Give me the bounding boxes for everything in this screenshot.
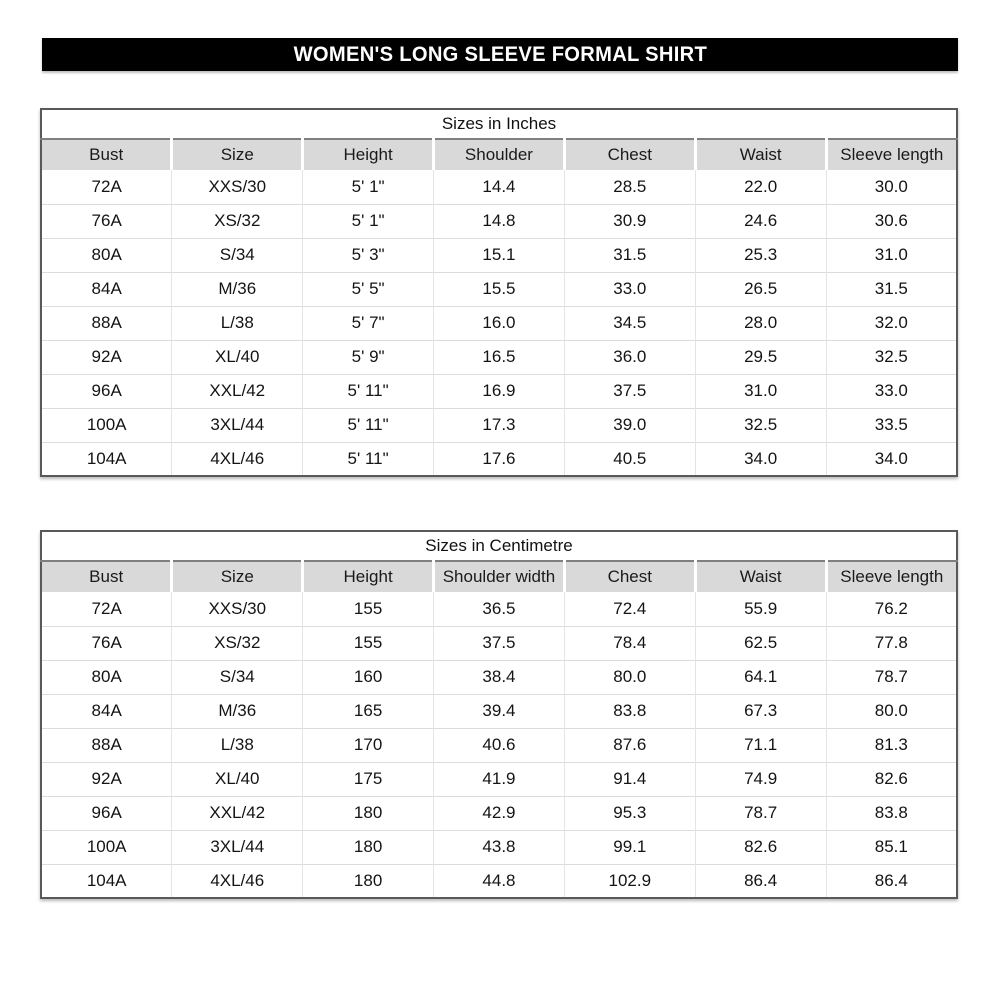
table-cell: 15.1 — [434, 238, 565, 272]
table-cell: M/36 — [172, 272, 303, 306]
table-cell: 31.5 — [826, 272, 957, 306]
table-cell: 5' 11" — [303, 374, 434, 408]
table-row — [41, 374, 957, 408]
table-cell: 64.1 — [695, 660, 826, 694]
table-row — [41, 762, 957, 796]
column-header: Height — [303, 561, 434, 592]
table-cell: 30.6 — [826, 204, 957, 238]
table-cell: 87.6 — [564, 728, 695, 762]
table-cell: M/36 — [172, 694, 303, 728]
table-cell: 76A — [41, 204, 172, 238]
table-row — [41, 340, 957, 374]
table-row — [41, 830, 957, 864]
table-cell: 30.9 — [564, 204, 695, 238]
table-cell: 92A — [41, 340, 172, 374]
product-title-bar — [42, 38, 958, 71]
table-cell: 160 — [303, 660, 434, 694]
table-cell: 80.0 — [826, 694, 957, 728]
table-cell: 42.9 — [434, 796, 565, 830]
column-header: Sleeve length — [826, 561, 957, 592]
table-cell: S/34 — [172, 238, 303, 272]
table-cell: 175 — [303, 762, 434, 796]
table-cell: 16.9 — [434, 374, 565, 408]
table-cell: 4XL/46 — [172, 864, 303, 898]
table-cell: 14.4 — [434, 170, 565, 204]
table-row — [41, 204, 957, 238]
table-cell: 74.9 — [695, 762, 826, 796]
table-cell: 5' 11" — [303, 408, 434, 442]
table-body — [41, 592, 957, 898]
table-cell: 155 — [303, 626, 434, 660]
table-cell: 30.0 — [826, 170, 957, 204]
table-row — [41, 238, 957, 272]
table-row — [41, 694, 957, 728]
table-cell: 102.9 — [564, 864, 695, 898]
table-cell: 5' 9" — [303, 340, 434, 374]
table-cell: 5' 11" — [303, 442, 434, 476]
table-cell: 99.1 — [564, 830, 695, 864]
table-cell: 37.5 — [564, 374, 695, 408]
table-row — [41, 170, 957, 204]
table-cell: 100A — [41, 408, 172, 442]
table-cell: 170 — [303, 728, 434, 762]
table-cell: 32.5 — [826, 340, 957, 374]
table-cell: XXS/30 — [172, 592, 303, 626]
table-cell: 91.4 — [564, 762, 695, 796]
table-cell: 38.4 — [434, 660, 565, 694]
table-cell: 4XL/46 — [172, 442, 303, 476]
table-cell: 39.4 — [434, 694, 565, 728]
table-cell: 32.0 — [826, 306, 957, 340]
table-cell: 83.8 — [564, 694, 695, 728]
table-cell: 5' 1" — [303, 204, 434, 238]
table-cell: L/38 — [172, 306, 303, 340]
table-body — [41, 170, 957, 476]
table-cell: S/34 — [172, 660, 303, 694]
table-cell: 26.5 — [695, 272, 826, 306]
table-cell: 78.7 — [695, 796, 826, 830]
table-cell: XS/32 — [172, 204, 303, 238]
table-cell: 81.3 — [826, 728, 957, 762]
table-cell: 31.0 — [826, 238, 957, 272]
table-cell: 5' 3" — [303, 238, 434, 272]
table-cell: 88A — [41, 306, 172, 340]
table-cell: 96A — [41, 796, 172, 830]
table-cell: 44.8 — [434, 864, 565, 898]
table-cell: 104A — [41, 864, 172, 898]
column-header: Chest — [564, 139, 695, 170]
column-header: Size — [172, 139, 303, 170]
table-cell: 5' 1" — [303, 170, 434, 204]
column-header: Waist — [695, 139, 826, 170]
column-header: Chest — [564, 561, 695, 592]
column-header-row — [41, 139, 957, 170]
column-header-row — [41, 561, 957, 592]
sizes-in-centimetre-section — [40, 530, 958, 899]
table-row — [41, 660, 957, 694]
table-cell: 82.6 — [695, 830, 826, 864]
table-cell: 72.4 — [564, 592, 695, 626]
table-cell: 5' 5" — [303, 272, 434, 306]
table-cell: 39.0 — [564, 408, 695, 442]
table-cell: 76A — [41, 626, 172, 660]
table-cell: 40.6 — [434, 728, 565, 762]
table-row — [41, 306, 957, 340]
table-cell: 104A — [41, 442, 172, 476]
table-cell: XL/40 — [172, 340, 303, 374]
table-cell: 29.5 — [695, 340, 826, 374]
table-cell: 32.5 — [695, 408, 826, 442]
table-cell: 36.5 — [434, 592, 565, 626]
table-cell: 84A — [41, 694, 172, 728]
column-header: Shoulder — [434, 139, 565, 170]
table-cell: XXS/30 — [172, 170, 303, 204]
table-cell: 180 — [303, 796, 434, 830]
table-cell: 24.6 — [695, 204, 826, 238]
column-header: Height — [303, 139, 434, 170]
table-cell: XS/32 — [172, 626, 303, 660]
table-cell: 3XL/44 — [172, 830, 303, 864]
table-cell: 86.4 — [826, 864, 957, 898]
table-cell: 62.5 — [695, 626, 826, 660]
sizes-in-inches-table — [40, 108, 958, 477]
table-cell: 72A — [91, 598, 122, 618]
table-cell: 17.6 — [434, 442, 565, 476]
table-cell: 86.4 — [695, 864, 826, 898]
column-header: Bust — [41, 561, 172, 592]
table-cell: 33.0 — [564, 272, 695, 306]
table-cell: 100A — [41, 830, 172, 864]
table-cell: 28.5 — [564, 170, 695, 204]
table-row — [41, 728, 957, 762]
table-cell: 165 — [303, 694, 434, 728]
table-title-row — [41, 531, 957, 561]
table-cell: 78.7 — [826, 660, 957, 694]
table-cell: 80A — [41, 238, 172, 272]
table-cell: 77.8 — [826, 626, 957, 660]
table-cell: 33.5 — [826, 408, 957, 442]
table-row — [41, 864, 957, 898]
table-row — [41, 796, 957, 830]
table-cell: 76.2 — [826, 592, 957, 626]
table-cell: 55.9 — [695, 592, 826, 626]
table-cell: 92A — [41, 762, 172, 796]
table-row — [41, 442, 957, 476]
table-cell: 155 — [303, 592, 434, 626]
sizes-in-centimetre-table — [40, 530, 958, 899]
table-cell: 78.4 — [564, 626, 695, 660]
table-cell: 15.5 — [434, 272, 565, 306]
table-title: Sizes in Inches — [41, 109, 957, 139]
table-cell: 16.5 — [434, 340, 565, 374]
column-header: Size — [172, 561, 303, 592]
table-row — [41, 272, 957, 306]
table-cell: 33.0 — [826, 374, 957, 408]
table-cell: 31.0 — [695, 374, 826, 408]
table-cell: 31.5 — [564, 238, 695, 272]
table-cell: XL/40 — [172, 762, 303, 796]
table-cell: 14.8 — [434, 204, 565, 238]
table-cell: 34.5 — [564, 306, 695, 340]
table-cell: 72A — [91, 176, 122, 196]
table-cell: 40.5 — [564, 442, 695, 476]
column-header: Shoulder width — [434, 561, 565, 592]
table-cell: 85.1 — [826, 830, 957, 864]
table-cell: 180 — [303, 830, 434, 864]
table-cell: 84A — [41, 272, 172, 306]
table-cell: 16.0 — [434, 306, 565, 340]
table-cell: 17.3 — [434, 408, 565, 442]
page-title: WOMEN'S LONG SLEEVE FORMAL SHIRT — [293, 42, 707, 66]
table-cell: 43.8 — [434, 830, 565, 864]
table-row — [41, 592, 957, 626]
table-row — [41, 626, 957, 660]
table-title-row — [41, 109, 957, 139]
table-cell: 22.0 — [695, 170, 826, 204]
table-cell: 83.8 — [826, 796, 957, 830]
table-row — [41, 408, 957, 442]
table-cell: 41.9 — [434, 762, 565, 796]
table-title: Sizes in Centimetre — [41, 531, 957, 561]
table-cell: 25.3 — [695, 238, 826, 272]
table-cell: XXL/42 — [172, 796, 303, 830]
column-header: Waist — [695, 561, 826, 592]
table-cell: 5' 7" — [303, 306, 434, 340]
table-cell: 36.0 — [564, 340, 695, 374]
table-cell: 95.3 — [564, 796, 695, 830]
table-cell: 34.0 — [695, 442, 826, 476]
table-cell: XXL/42 — [172, 374, 303, 408]
table-cell: 3XL/44 — [172, 408, 303, 442]
sizes-in-inches-section — [40, 108, 958, 477]
column-header: Sleeve length — [826, 139, 957, 170]
table-cell: 80A — [41, 660, 172, 694]
table-cell: L/38 — [172, 728, 303, 762]
table-cell: 180 — [303, 864, 434, 898]
column-header: Bust — [41, 139, 172, 170]
table-cell: 34.0 — [826, 442, 957, 476]
table-cell: 80.0 — [564, 660, 695, 694]
table-cell: 71.1 — [695, 728, 826, 762]
table-cell: 37.5 — [434, 626, 565, 660]
table-cell: 28.0 — [695, 306, 826, 340]
table-cell: 67.3 — [695, 694, 826, 728]
table-cell: 88A — [41, 728, 172, 762]
table-cell: 96A — [41, 374, 172, 408]
table-cell: 82.6 — [826, 762, 957, 796]
